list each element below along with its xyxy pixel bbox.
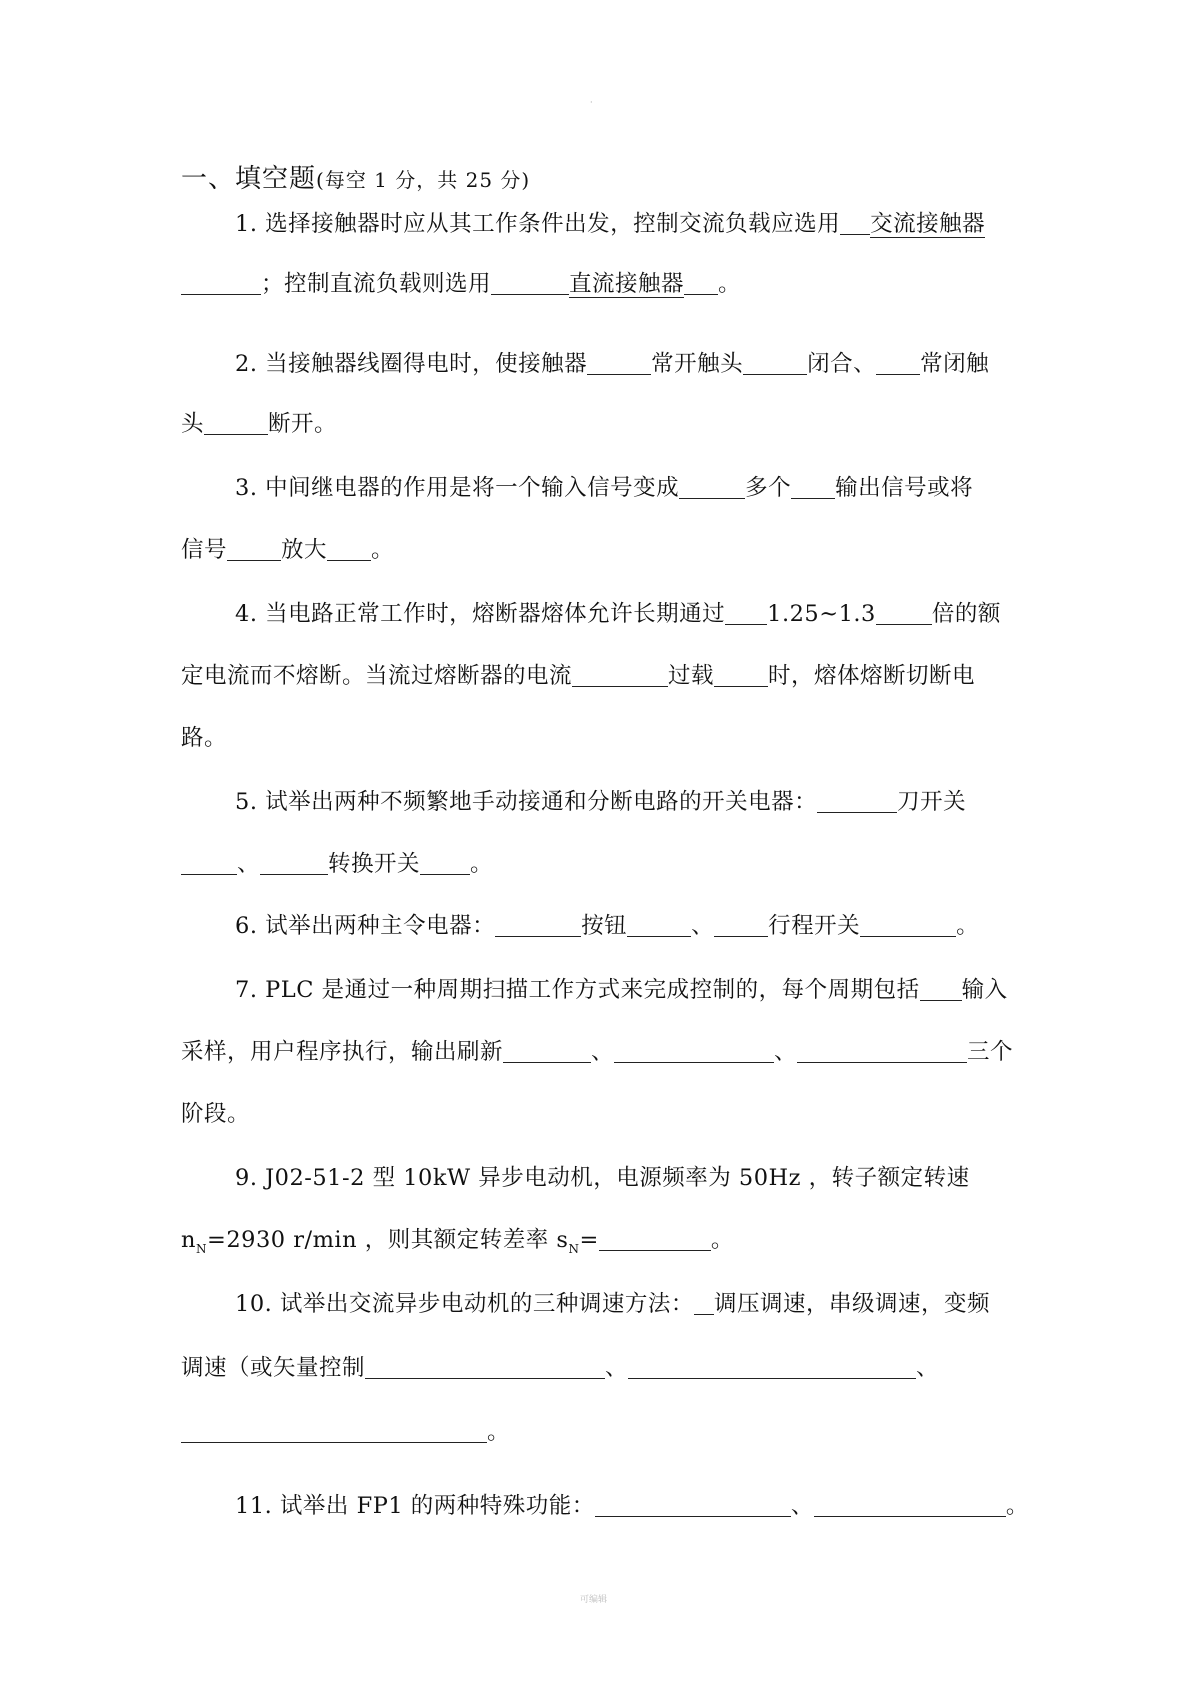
blank <box>694 1290 714 1315</box>
blank <box>627 912 691 937</box>
q3-text-2: 输出信号或将 <box>835 475 974 501</box>
q4-answer-1: 1.25~1.3 <box>767 601 876 627</box>
q10-text-3: 、 <box>605 1355 629 1381</box>
blank <box>791 474 835 499</box>
q5-answer-1: 刀开关 <box>897 789 967 815</box>
blank <box>227 536 281 561</box>
q2-line-2 <box>181 406 337 438</box>
q11-text: 11. 试举出 FP1 的两种特殊功能： <box>235 1493 595 1519</box>
q1-line-1 <box>235 206 985 238</box>
blank <box>327 536 371 561</box>
q2-text-4: 断开。 <box>268 411 338 437</box>
blank <box>420 850 470 875</box>
q11-line-1 <box>235 1488 1029 1520</box>
blank <box>684 270 718 295</box>
q10-line-3 <box>181 1414 510 1446</box>
q9-text: 9. J02-51-2 型 10kW 异步电动机，电源频率为 50Hz ，转子额定转速 <box>235 1165 970 1191</box>
q4-line-2 <box>181 658 975 690</box>
q6-text-2: 、 <box>691 913 715 939</box>
q10-text: 10. 试举出交流异步电动机的三种调速方法： <box>235 1291 694 1317</box>
blank <box>814 1492 1006 1517</box>
q7-text-3: 、 <box>591 1039 615 1065</box>
q4-text-3: 定电流而不熔断。当流过熔断器的电流 <box>181 663 573 689</box>
q3-line-2 <box>181 532 394 564</box>
blank <box>628 1354 916 1379</box>
q7-text-2: 采样，用户程序执行，输出刷新 <box>181 1039 504 1065</box>
q9-equals: = <box>579 1227 599 1253</box>
q5-end: 。 <box>470 851 494 877</box>
blank <box>714 662 768 687</box>
q9-sub-s: N <box>568 1242 580 1256</box>
q3-text: 3. 中间继电器的作用是将一个输入信号变成 <box>235 475 680 501</box>
blank <box>181 850 237 875</box>
q10-end: 。 <box>487 1419 511 1445</box>
q4-text-4: 时，熔体熔断切断电 <box>768 663 976 689</box>
q7-line-2 <box>181 1034 1013 1066</box>
blank <box>817 788 897 813</box>
q10-line-1 <box>235 1286 990 1318</box>
q10-text-4: 、 <box>916 1355 940 1381</box>
q2-text-3: 头 <box>181 411 205 437</box>
blank <box>260 850 328 875</box>
blank <box>495 912 581 937</box>
blank <box>599 1226 711 1251</box>
blank <box>860 912 956 937</box>
blank <box>572 662 668 687</box>
blank <box>725 600 767 625</box>
q5-text: 5. 试举出两种不频繁地手动接通和分断电路的开关电器： <box>235 789 818 815</box>
blank <box>365 1354 605 1379</box>
q11-text-2: 、 <box>790 1493 814 1519</box>
q7-text-6: 阶段。 <box>181 1101 251 1127</box>
blank <box>714 912 768 937</box>
q9-line-1 <box>235 1160 970 1192</box>
blank <box>876 600 932 625</box>
q9-sub-n: N <box>196 1242 207 1256</box>
blank <box>876 350 920 375</box>
q1-text-2: ；控制直流负载则选用 <box>261 271 492 297</box>
q3-line-1 <box>235 470 973 502</box>
q2-text: 2. 当接触器线圈得电时，使接触器 <box>235 351 588 377</box>
header-dot: · <box>590 98 593 107</box>
section-note: (每空 1 分，共 25 分) <box>316 168 531 192</box>
q3-answer-1: 多个 <box>745 475 792 501</box>
q4-text-2: 倍的额 <box>931 601 1001 627</box>
q3-end: 。 <box>371 537 395 563</box>
q3-text-3: 信号 <box>181 537 228 563</box>
blank <box>595 1492 791 1517</box>
blank <box>491 270 569 295</box>
q6-answer-2: 行程开关 <box>768 913 861 939</box>
q4-line-3 <box>181 720 227 752</box>
blank <box>920 976 962 1001</box>
q4-answer-2: 过载 <box>668 663 715 689</box>
q10-text-2: 调速（或矢量控制 <box>181 1355 366 1381</box>
q4-text-5: 路。 <box>181 725 228 751</box>
blank <box>181 1418 487 1443</box>
q4-line-1 <box>235 596 1001 628</box>
q2-answer-1: 常开触头 <box>651 351 744 377</box>
q9-n: n <box>181 1227 196 1253</box>
blank <box>840 210 870 235</box>
q7-line-1 <box>235 972 1008 1004</box>
q5-answer-2: 转换开关 <box>328 851 421 877</box>
q7-text-4: 、 <box>774 1039 798 1065</box>
q9-line-2 <box>181 1222 734 1256</box>
q5-text-2: 、 <box>237 851 261 877</box>
q1-text: 1. 选择接触器时应从其工作条件出发，控制交流负载应选用 <box>235 211 841 237</box>
q5-line-2 <box>181 846 493 878</box>
blank <box>743 350 807 375</box>
q9-end: 。 <box>710 1227 734 1253</box>
section-title-text: 一、填空题 <box>181 164 317 194</box>
blank <box>204 410 268 435</box>
q7-line-3 <box>181 1096 250 1128</box>
blank <box>503 1038 591 1063</box>
q7-text: 7. PLC 是通过一种周期扫描工作方式来完成控制的，每个周期包括 <box>235 977 920 1003</box>
q1-line-2 <box>181 266 741 298</box>
q7-answer-1: 输入 <box>961 977 1008 1003</box>
q1-answer-2: 直流接触器 <box>569 271 685 297</box>
q1-end: 。 <box>718 271 742 297</box>
footer-watermark: 可编辑 <box>580 1595 608 1605</box>
q2-answer-2: 常闭触 <box>920 351 990 377</box>
q5-line-1 <box>235 784 966 816</box>
blank <box>797 1038 967 1063</box>
blank <box>679 474 745 499</box>
q9-text-2: =2930 r/min ，则其额定转差率 s <box>207 1227 569 1253</box>
q10-answer: 调压调速，串级调速，变频 <box>713 1291 990 1317</box>
q6-text: 6. 试举出两种主令电器： <box>235 913 496 939</box>
q2-text-2: 闭合、 <box>807 351 877 377</box>
q7-text-5: 三个 <box>967 1039 1014 1065</box>
q11-end: 。 <box>1005 1493 1029 1519</box>
blank <box>587 350 651 375</box>
q6-end: 。 <box>956 913 980 939</box>
q6-answer-1: 按钮 <box>581 913 628 939</box>
q6-line-1 <box>235 908 979 940</box>
blank <box>614 1038 774 1063</box>
q10-line-2 <box>181 1350 939 1382</box>
section-title <box>181 158 530 195</box>
blank <box>181 270 261 295</box>
q2-line-1 <box>235 346 989 378</box>
q4-text: 4. 当电路正常工作时，熔断器熔体允许长期通过 <box>235 601 726 627</box>
q1-answer-1: 交流接触器 <box>870 211 986 237</box>
q3-answer-2: 放大 <box>281 537 328 563</box>
